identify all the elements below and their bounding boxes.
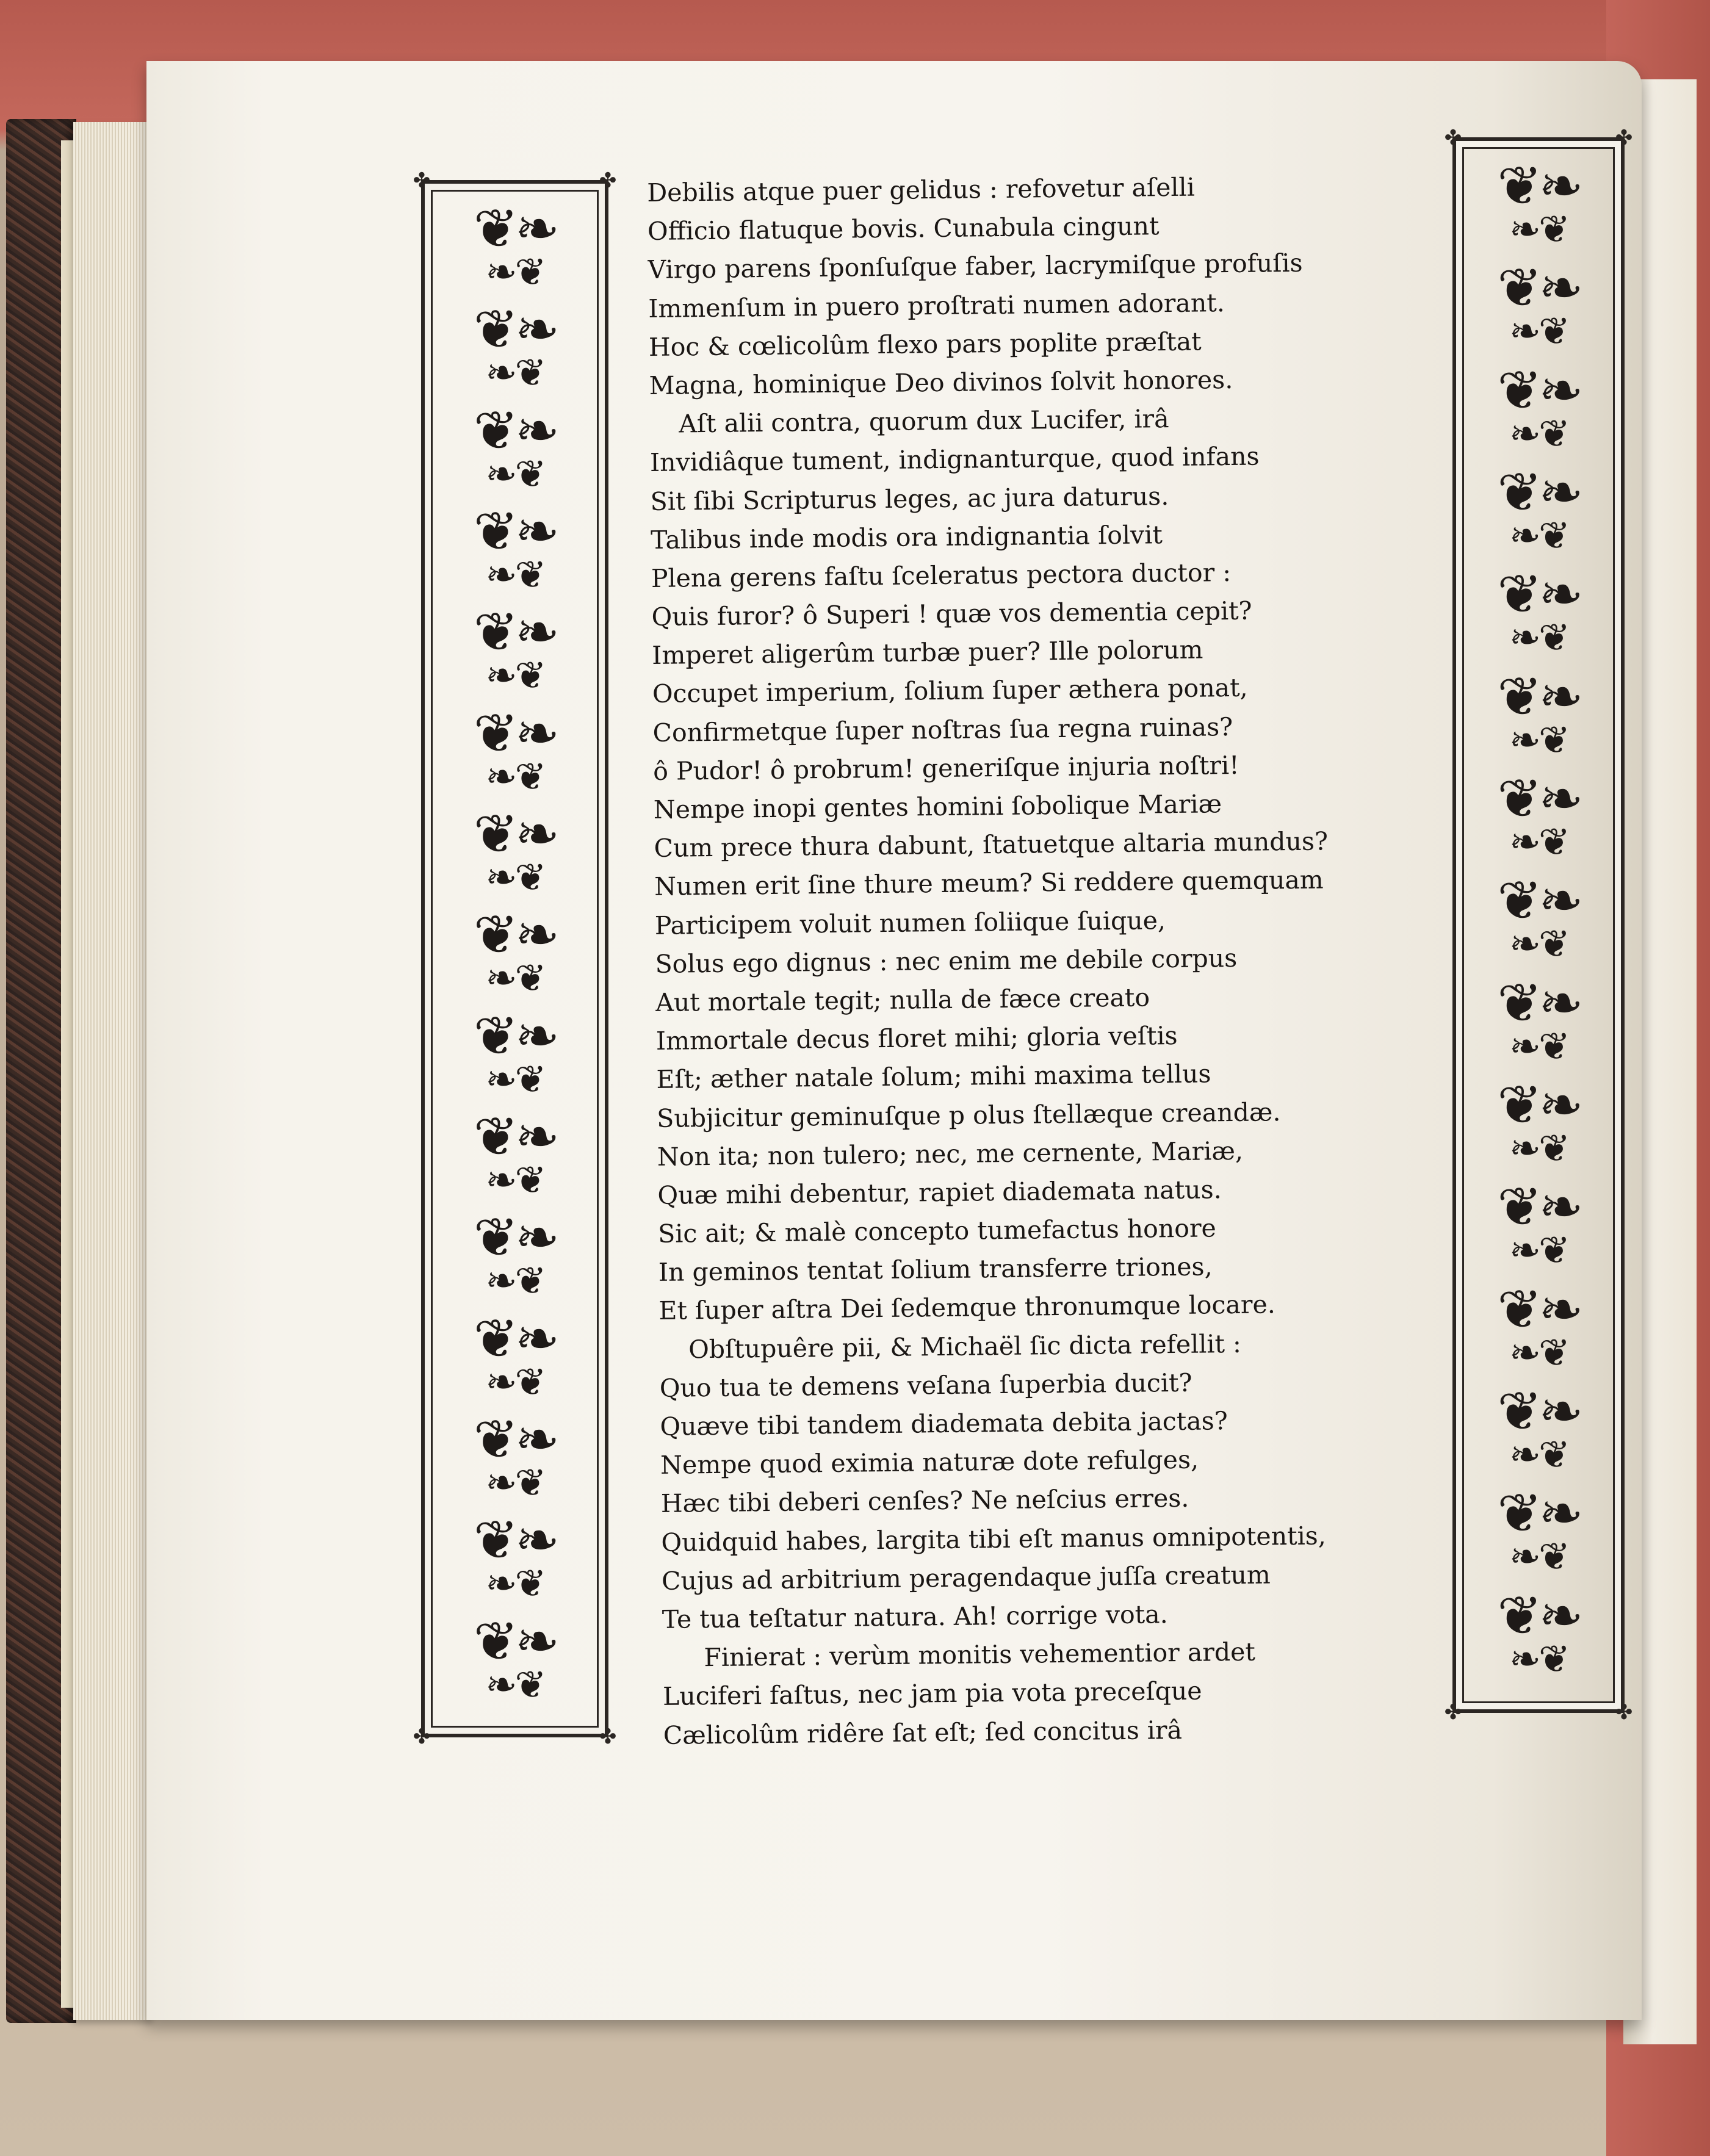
corner-fleuron-icon: ✤ bbox=[599, 168, 617, 193]
verse-line: Officio flatuque bovis. Cunabula cingunt bbox=[647, 211, 1160, 247]
floral-fleuron-icon: ❦❧ ❧❦ bbox=[1497, 665, 1580, 762]
verse-line: Invidiâque tument, indignanturque, quod infans bbox=[649, 441, 1260, 478]
floral-fleuron-icon: ❦❧ ❧❦ bbox=[473, 1105, 557, 1202]
verse-line: Confirmetque ſuper noſtras ſua regna ruinas? bbox=[652, 712, 1233, 748]
floral-fleuron-icon: ❦❧ ❧❦ bbox=[1497, 1482, 1580, 1579]
verse-line: Cum prece thura dabunt, ſtatuetque altaria mundus? bbox=[654, 826, 1329, 863]
floral-fleuron-icon: ❦❧ ❧❦ bbox=[1497, 154, 1580, 251]
verse-line: Subjicitur geminuſque p olus ſtellæque creandæ. bbox=[656, 1097, 1281, 1133]
floral-fleuron-icon: ❦❧ ❧❦ bbox=[473, 903, 557, 1001]
floral-fleuron-icon: ❦❧ ❧❦ bbox=[473, 1609, 557, 1707]
verse-line: Imperet aligerûm turbæ puer? Ille polorum bbox=[652, 635, 1203, 671]
floral-fleuron-icon: ❦❧ ❧❦ bbox=[1497, 1073, 1580, 1170]
floral-fleuron-icon: ❦❧ ❧❦ bbox=[473, 197, 557, 294]
floral-fleuron-icon: ❦❧ ❧❦ bbox=[1497, 1584, 1580, 1681]
floral-fleuron-icon: ❦❧ ❧❦ bbox=[473, 701, 557, 799]
floral-fleuron-icon: ❦❧ ❧❦ bbox=[1497, 1175, 1580, 1273]
verse-line: Eſt; æther natale ſolum; mihi maxima tellus bbox=[656, 1059, 1211, 1095]
floral-fleuron-icon: ❦❧ ❧❦ bbox=[473, 1206, 557, 1303]
corner-fleuron-icon: ✤ bbox=[413, 1725, 431, 1749]
corner-fleuron-icon: ✤ bbox=[1615, 126, 1633, 150]
verse-line: Quæ mihi debentur, rapiet diademata natus. bbox=[657, 1175, 1222, 1210]
floral-fleuron-icon: ❦❧ ❧❦ bbox=[1497, 971, 1580, 1069]
verse-line: Quæve tibi tandem diademata debita jactas? bbox=[660, 1406, 1228, 1441]
verse-line: Occupet imperium, ſolium ſuper æthera ponat, bbox=[652, 673, 1248, 709]
floral-fleuron-icon: ❦❧ ❧❦ bbox=[1497, 869, 1580, 967]
floral-fleuron-icon: ❦❧ ❧❦ bbox=[1497, 461, 1580, 558]
floral-fleuron-icon: ❦❧ ❧❦ bbox=[473, 500, 557, 597]
verse-line: Sic ait; & malè concepto tumefactus honore bbox=[657, 1213, 1217, 1249]
corner-fleuron-icon: ✤ bbox=[599, 1725, 617, 1749]
verse-line: ô Pudor! ô probrum! generiſque injuria noſtri! bbox=[652, 750, 1239, 786]
verse-line: Aſt alii contra, quorum dux Lucifer, irâ bbox=[679, 404, 1169, 439]
floral-fleuron-icon: ❦❧ ❧❦ bbox=[473, 298, 557, 395]
verse-line: Obſtupuêre pii, & Michaël ſic dicta refellit : bbox=[688, 1329, 1241, 1365]
corner-fleuron-icon: ✤ bbox=[1444, 1700, 1462, 1725]
verse-line: Non ita; non tulero; nec, me cernente, Mariæ, bbox=[657, 1136, 1244, 1172]
verse-line: Nempe inopi gentes homini ſobolique Mariæ bbox=[653, 789, 1222, 824]
floral-fleuron-icon: ❦❧ ❧❦ bbox=[473, 398, 557, 496]
verse-line: Debilis atque puer gelidus : refovetur aſelli bbox=[647, 172, 1195, 207]
floral-fleuron-icon: ❦❧ ❧❦ bbox=[1497, 1277, 1580, 1375]
verse-line: Quo tua te demens veſana ſuperbia ducit? bbox=[659, 1368, 1192, 1403]
verse-line: Hæc tibi deberi cenſes? Ne neſcius erres. bbox=[660, 1484, 1189, 1519]
page-stack bbox=[73, 122, 153, 2020]
verse-line: Plena gerens faſtu ſceleratus pectora ductor : bbox=[651, 557, 1232, 593]
verse-line: Magna, hominique Deo divinos ſolvit honores. bbox=[649, 364, 1233, 400]
floral-fleuron-icon: ❦❧ ❧❦ bbox=[1497, 767, 1580, 864]
corner-fleuron-icon: ✤ bbox=[1444, 126, 1462, 150]
verse-text bbox=[647, 166, 1414, 1754]
floral-fleuron-icon: ❦❧ ❧❦ bbox=[1497, 1380, 1580, 1477]
floral-fleuron-icon: ❦❧ ❧❦ bbox=[1497, 256, 1580, 354]
verse-line: Immenſum in puero proſtrati numen adorant. bbox=[648, 287, 1225, 323]
corner-fleuron-icon: ✤ bbox=[413, 168, 431, 193]
verse-line: Participem voluit numen ſoliique ſuique, bbox=[654, 905, 1166, 940]
floral-fleuron-icon: ❦❧ ❧❦ bbox=[473, 802, 557, 900]
verse-line: Quidquid habes, largita tibi eſt manus omnipotentis, bbox=[661, 1521, 1326, 1557]
verse-line: Numen erit ſine thure meum? Si reddere quemquam bbox=[654, 865, 1324, 902]
floral-fleuron-icon: ❦❧ ❧❦ bbox=[473, 1307, 557, 1404]
verse-line: Et ſuper aſtra Dei ſedemque thronumque locare. bbox=[658, 1289, 1276, 1326]
floral-fleuron-icon: ❦❧ ❧❦ bbox=[473, 1408, 557, 1505]
verse-line: Quis furor? ô Superi ! quæ vos dementia cepit? bbox=[651, 596, 1252, 632]
verse-line: Finierat : verùm monitis vehementior ardet bbox=[704, 1637, 1256, 1673]
floral-fleuron-icon: ❦❧ ❧❦ bbox=[1497, 563, 1580, 660]
verse-line: Virgo parens ſponſuſque faber, lacrymiſque profuſis bbox=[648, 248, 1303, 285]
corner-fleuron-icon: ✤ bbox=[1615, 1700, 1633, 1725]
verse-line: Cujus ad arbitrium peragendaque juſſa creatum bbox=[661, 1560, 1271, 1596]
floral-fleuron-icon: ❦❧ ❧❦ bbox=[473, 600, 557, 698]
verse-line: Hoc & cœlicolûm flexo pars poplite præſtat bbox=[648, 326, 1202, 362]
verse-line: Cælicolûm ridêre ſat eſt; ſed concitus irâ bbox=[663, 1715, 1183, 1750]
ornament-border-right bbox=[1444, 126, 1633, 1725]
verse-line: Nempe quod eximia naturæ dote refulges, bbox=[660, 1444, 1199, 1480]
verse-line: Aut mortale tegit; nulla de fæce creato bbox=[655, 982, 1150, 1017]
ornament-border-left bbox=[413, 168, 617, 1749]
verse-line: Luciferi faſtus, nec jam pia vota preceſque bbox=[662, 1676, 1202, 1712]
verse-line: Sit ſibi Scripturus leges, ac jura daturus. bbox=[650, 481, 1169, 516]
verse-line: Immortale decus floret mihi; gloria veſtis bbox=[655, 1021, 1178, 1056]
floral-fleuron-icon: ❦❧ ❧❦ bbox=[1497, 358, 1580, 456]
verse-line: Talibus inde modis ora indignantia ſolvit bbox=[651, 519, 1163, 555]
verse-line: Te tua teſtatur natura. Ah! corrige vota. bbox=[662, 1599, 1168, 1634]
verse-line: Solus ego dignus : nec enim me debile corpus bbox=[655, 943, 1238, 979]
floral-fleuron-icon: ❦❧ ❧❦ bbox=[473, 1004, 557, 1101]
floral-fleuron-icon: ❦❧ ❧❦ bbox=[473, 1509, 557, 1606]
verse-line: In geminos tentat ſolium transferre triones, bbox=[658, 1252, 1213, 1288]
